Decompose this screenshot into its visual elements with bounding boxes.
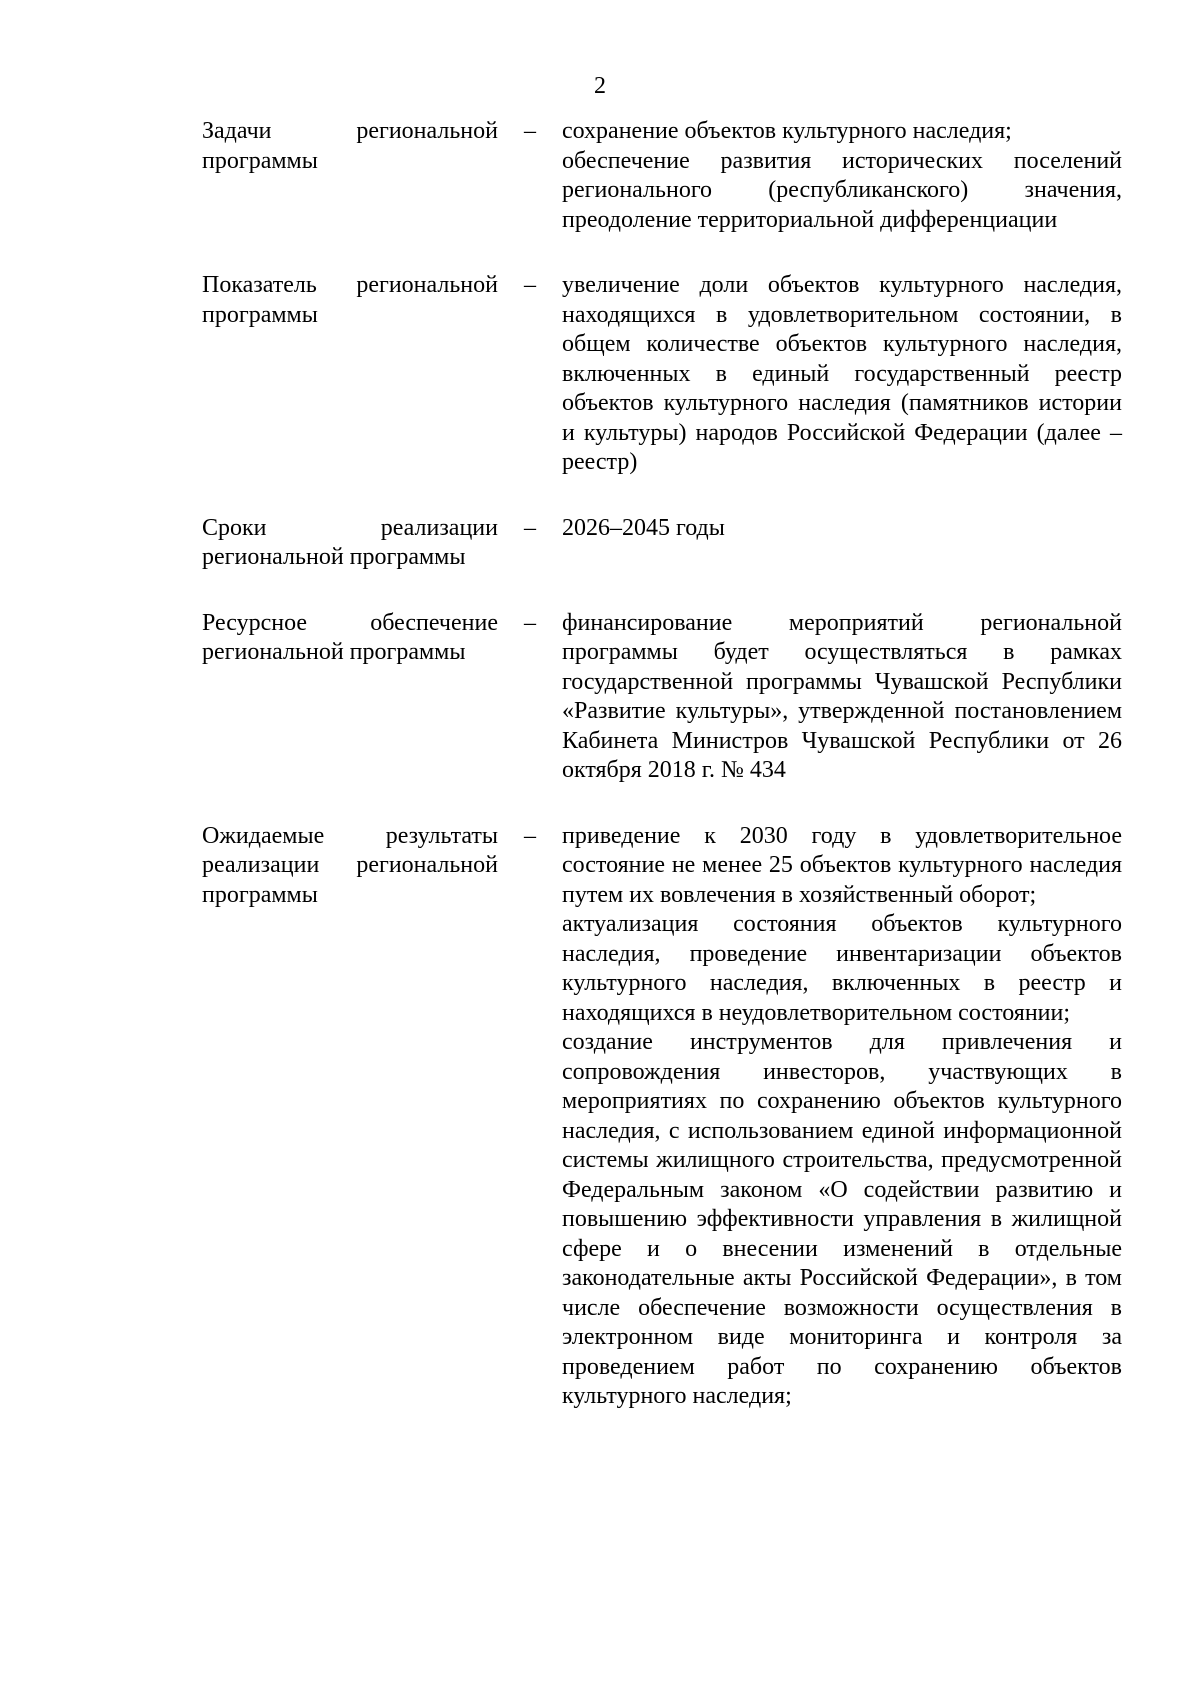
- value-paragraph: обеспечение развития исторических поселений регионального (республиканского) значения, преодоление территориальной дифференциации: [562, 147, 1122, 233]
- row-dash: –: [524, 609, 536, 636]
- row-value: [562, 822, 1122, 1412]
- passport-row-tasks: [202, 117, 1122, 235]
- row-label: Задачи региональной программы: [202, 118, 498, 174]
- row-label: Сроки реализации региональной программы: [202, 514, 498, 570]
- row-value: [562, 117, 1122, 235]
- row-value: [562, 609, 1122, 786]
- row-dash: –: [524, 514, 536, 541]
- value-paragraph: сохранение объектов культурного наследия;: [562, 118, 1012, 144]
- value-paragraph: финансирование мероприятий региональной программы будет осуществляться в рамках государственной программы Чувашской Республики «Развитие культуры», утвержденной постановлением Кабинета Министров Чувашской Республики от 26 октября 2018 г. № 434: [562, 609, 1122, 783]
- passport-row-expected-results: [202, 822, 1122, 1412]
- program-passport-table: [202, 117, 1122, 1412]
- passport-row-resources: [202, 609, 1122, 786]
- passport-row-indicator: [202, 271, 1122, 478]
- row-dash: –: [524, 272, 536, 298]
- row-dash: –: [524, 118, 536, 144]
- row-label: Ресурсное обеспечение региональной программы: [202, 609, 498, 665]
- value-paragraph: актуализация состояния объектов культурного наследия, проведение инвентаризации объектов культурного наследия, включенных в реестр и находящихся в неудовлетворительном состоянии;: [562, 911, 1122, 1026]
- row-dash: –: [524, 822, 536, 849]
- page-number: 2: [594, 73, 606, 99]
- value-paragraph: увеличение доли объектов культурного наследия, находящихся в удовлетворительном состоянии, в общем количестве объектов культурного наследия, включенных в единый государственный реестр объектов культурного наследия (памятников истории и культуры) народов Российской Федерации (далее – реестр): [562, 272, 1122, 475]
- row-value: [562, 514, 1122, 573]
- row-value: [562, 271, 1122, 478]
- passport-row-timeline: [202, 514, 1122, 573]
- row-label: Показатель региональной программы: [202, 272, 498, 328]
- value-paragraph: приведение к 2030 году в удовлетворительное состояние не менее 25 объектов культурного наследия путем их вовлечения в хозяйственный оборот;: [562, 822, 1122, 908]
- row-label: Ожидаемые результаты реализации региональной программы: [202, 822, 498, 908]
- value-paragraph: 2026–2045 годы: [562, 514, 725, 541]
- value-paragraph: создание инструментов для привлечения и сопровождения инвесторов, участвующих в мероприятиях по сохранению объектов культурного наследия, с использованием единой информационной системы жилищного строительства, предусмотренной Федеральным законом «О содействии развитию и повышению эффективности управления в жилищной сфере и о внесении изменений в отдельные законодательные акты Российской Федерации», в том числе обеспечение возможности осуществления в электронном виде мониторинга и контроля за проведением работ по сохранению объектов культурного наследия;: [562, 1029, 1122, 1409]
